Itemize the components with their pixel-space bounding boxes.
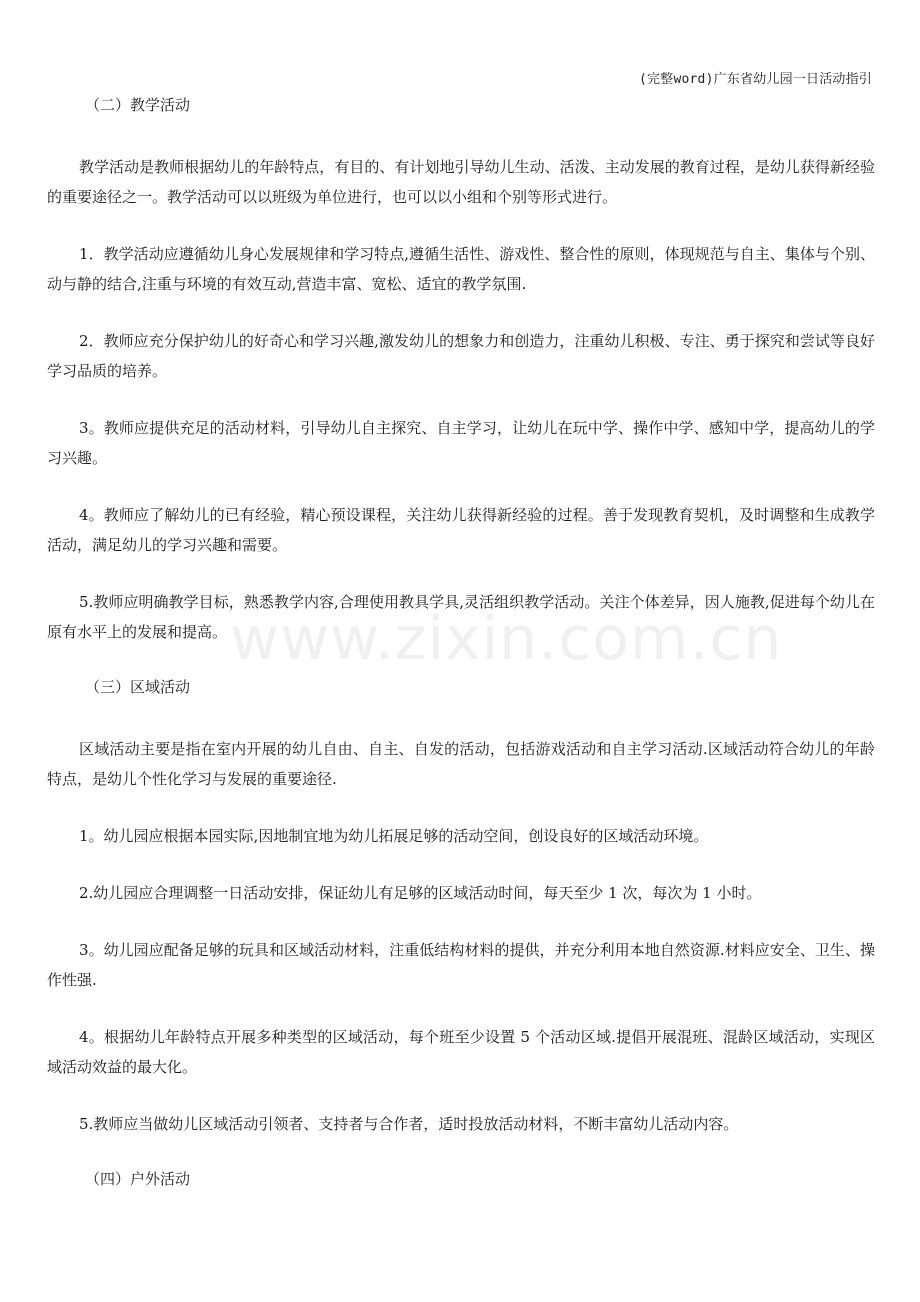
paragraph-teaching-item-4: 4。教师应了解幼儿的已有经验，精心预设课程，关注幼儿获得新经验的过程。善于发现教育契机，及时调整和生成教学活动，满足幼儿的学习兴趣和需要。 <box>47 506 875 554</box>
paragraph-area-intro: 区域活动主要是指在室内开展的幼儿自由、自主、自发的活动，包括游戏活动和自主学习活动.区域活动符合幼儿的年龄特点，是幼儿个性化学习与发展的重要途径. <box>47 740 875 788</box>
document-header-title: (完整word)广东省幼儿园一日活动指引 <box>639 72 872 87</box>
paragraph-teaching-item-1: 1．教学活动应遵循幼儿身心发展规律和学习特点,遵循生活性、游戏性、整合性的原则，体现规范与自主、集体与个别、动与静的结合,注重与环境的有效互动,营造丰富、宽松、适宜的教学氛围. <box>47 245 875 293</box>
document-body <box>47 92 875 1192</box>
paragraph-area-item-3: 3。幼儿园应配备足够的玩具和区域活动材料，注重低结构材料的提供，并充分利用本地自然资源.材料应安全、卫生、操作性强. <box>47 941 875 989</box>
section-heading-outdoor: （四）户外活动 <box>85 1170 191 1188</box>
paragraph-area-item-1: 1。幼儿园应根据本园实际,因地制宜地为幼儿拓展足够的活动空间，创设良好的区域活动环境。 <box>79 827 709 845</box>
watermark: www.zixin.com.cn <box>230 604 783 674</box>
paragraph-teaching-item-2: 2．教师应充分保护幼儿的好奇心和学习兴趣,激发幼儿的想象力和创造力，注重幼儿积极、专注、勇于探究和尝试等良好学习品质的培养。 <box>47 332 875 380</box>
section-heading-area: （三）区域活动 <box>85 678 191 696</box>
paragraph-teaching-item-5: 5.教师应明确教学目标，熟悉教学内容,合理使用教具学具,灵活组织教学活动。关注个体差异，因人施教,促进每个幼儿在原有水平上的发展和提高。 <box>47 593 875 641</box>
paragraph-teaching-intro: 教学活动是教师根据幼儿的年龄特点，有目的、有计划地引导幼儿生动、活泼、主动发展的教育过程，是幼儿获得新经验的重要途径之一。教学活动可以以班级为单位进行，也可以以小组和个别等形式进行。 <box>47 158 875 206</box>
paragraph-area-item-2: 2.幼儿园应合理调整一日活动安排，保证幼儿有足够的区域活动时间，每天至少 1 次，每次为 1 小时。 <box>79 884 762 902</box>
paragraph-teaching-item-3: 3。教师应提供充足的活动材料，引导幼儿自主探究、自主学习，让幼儿在玩中学、操作中学、感知中学，提高幼儿的学习兴趣。 <box>47 419 875 467</box>
paragraph-area-item-4: 4。根据幼儿年龄特点开展多种类型的区域活动，每个班至少设置 5 个活动区域.提倡开展混班、混龄区域活动，实现区域活动效益的最大化。 <box>47 1028 875 1076</box>
paragraph-area-item-5: 5.教师应当做幼儿区域活动引领者、支持者与合作者，适时投放活动材料，不断丰富幼儿活动内容。 <box>79 1115 739 1133</box>
section-heading-teaching: （二）教学活动 <box>85 96 191 114</box>
